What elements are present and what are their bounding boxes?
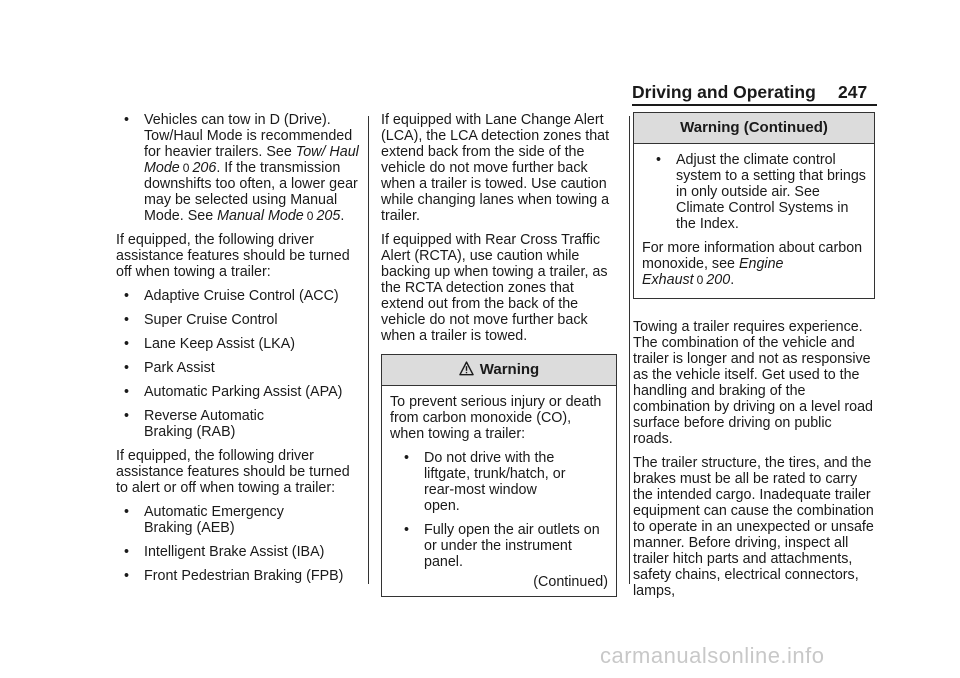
list-item (116, 504, 364, 536)
more-info-end: . (730, 272, 735, 288)
bullet-dot: • (656, 152, 662, 168)
page-number: 247 (838, 82, 868, 102)
bullet-dot: • (124, 408, 130, 424)
warning-item-text: Adjust the climate control system to a setting that brings in only outside air. See Climate Control Systems in the Index. (676, 152, 866, 232)
warning-item (642, 152, 866, 232)
warning-continued-header: Warning (Continued) (634, 113, 874, 144)
bullet-dot: • (124, 336, 130, 352)
ref-manual-mode-page[interactable]: 205 (316, 208, 341, 224)
bullet-dot: • (124, 312, 130, 328)
bullet-dot: • (404, 522, 410, 538)
list-item-text: Intelligent Brake Assist (IBA) (144, 544, 325, 560)
warning-header (382, 355, 616, 386)
warning-title: Warning (479, 361, 540, 378)
list-item (116, 408, 364, 440)
list-item-text: Reverse Automatic Braking (RAB) (144, 408, 264, 440)
list-item (116, 288, 364, 304)
page-header (0, 80, 960, 106)
list-item (116, 384, 364, 400)
tow-drive-text-a: Vehicles can tow in D (Drive). Tow/Haul Mode is recommended for heavier trailers. See (144, 112, 353, 160)
list-item (116, 544, 364, 560)
more-info-text: For more information about carbon monoxide, see (642, 240, 863, 272)
para-turn-alert: If equipped, the following driver assistance features should be turned to alert or off when towing a trailer: (116, 448, 350, 496)
bullet-dot: • (404, 450, 410, 466)
list-item-text: Lane Keep Assist (LKA) (144, 336, 295, 352)
page-ref-arrow: 0 (306, 209, 314, 223)
continued-label: (Continued) (533, 574, 608, 590)
column-2 (381, 112, 617, 597)
bullet-dot: • (124, 112, 130, 128)
para-trailer-structure: The trailer structure, the tires, and the brakes must be all be rated to carry the intended cargo. Inadequate trailer equipment can cause the combination to operate in an unexpected or unsafe manner. Before driving, inspect all trailer hitch parts and attachments, safety chains, electrical connectors, lamps, (633, 455, 874, 599)
bullet-dot: • (124, 544, 130, 560)
page-ref-arrow: 0 (182, 161, 190, 175)
warning-intro: To prevent serious injury or death from carbon monoxide (CO), when towing a trailer: (390, 394, 602, 442)
para-turn-off: If equipped, the following driver assistance features should be turned off when towing a trailer: (116, 232, 350, 280)
bullet-dot: • (124, 360, 130, 376)
warning-more-info (642, 240, 866, 288)
list-item-text: Adaptive Cruise Control (ACC) (144, 288, 339, 304)
list-item-text: Automatic Emergency Braking (AEB) (144, 504, 284, 536)
column-divider-2 (629, 116, 630, 584)
column-divider-1 (368, 116, 369, 584)
ref-engine-exhaust-page[interactable]: 200 (706, 272, 731, 288)
page-ref-arrow: 0 (696, 273, 704, 287)
bullet-dot: • (124, 568, 130, 584)
list-item-text: Automatic Parking Assist (APA) (144, 384, 343, 400)
bullet-tow-drive (116, 112, 364, 224)
warning-body (382, 386, 616, 596)
warning-item (390, 522, 608, 570)
column-3 (633, 112, 875, 607)
list-item-text: Super Cruise Control (144, 312, 278, 328)
list-item (116, 336, 364, 352)
tow-drive-text-c: . (340, 208, 345, 224)
bullet-dot: • (124, 384, 130, 400)
list-item (116, 360, 364, 376)
ref-engine-exhaust[interactable]: Engine Exhaust (642, 256, 784, 288)
para-rear-cross-traffic: If equipped with Rear Cross Traffic Alert (RCTA), use caution while backing up when towing a trailer, as the RCTA detection zones that extend out from the back of the vehicle do not move further back when a trailer is towed. (381, 232, 608, 344)
watermark: carmanualsonline.info (600, 643, 825, 668)
ref-manual-mode[interactable]: Manual Mode (217, 208, 304, 224)
list-item (116, 312, 364, 328)
warning-item-text: Fully open the air outlets on or under the instrument panel. (424, 522, 600, 570)
column-1 (116, 112, 364, 592)
section-title: Driving and Operating (632, 82, 816, 102)
list-item (116, 568, 364, 584)
list-item-text: Front Pedestrian Braking (FPB) (144, 568, 344, 584)
warning-item (390, 450, 608, 514)
ref-tow-haul-page[interactable]: 206 (192, 160, 217, 176)
ref-tow-haul-mode[interactable]: Tow/ Haul Mode (144, 144, 359, 176)
warning-icon (459, 361, 474, 376)
tow-drive-text-b: . If the transmission downshifts too often, a lower gear may be selected using Manual Mode. See (144, 160, 358, 224)
para-lane-change-alert: If equipped with Lane Change Alert (LCA), the LCA detection zones that extend back from the side of the vehicle do not move further back when a trailer is towed. Use caution while changing lanes when towing a trailer. (381, 112, 610, 224)
list-item-text: Park Assist (144, 360, 215, 376)
warning-continued-body (634, 144, 874, 298)
warning-item-text: Do not drive with the liftgate, trunk/hatch, or rear-most window open. (424, 450, 566, 514)
warning-box (381, 354, 617, 597)
bullet-dot: • (124, 288, 130, 304)
header-rule (632, 104, 877, 106)
bullet-dot: • (124, 504, 130, 520)
para-towing-experience: Towing a trailer requires experience. The combination of the vehicle and trailer is longer and not as responsive as the vehicle itself. Get used to the handling and braking of the combination by driving on a level road surface before driving on public roads. (633, 319, 874, 447)
warning-continued-box (633, 112, 875, 299)
